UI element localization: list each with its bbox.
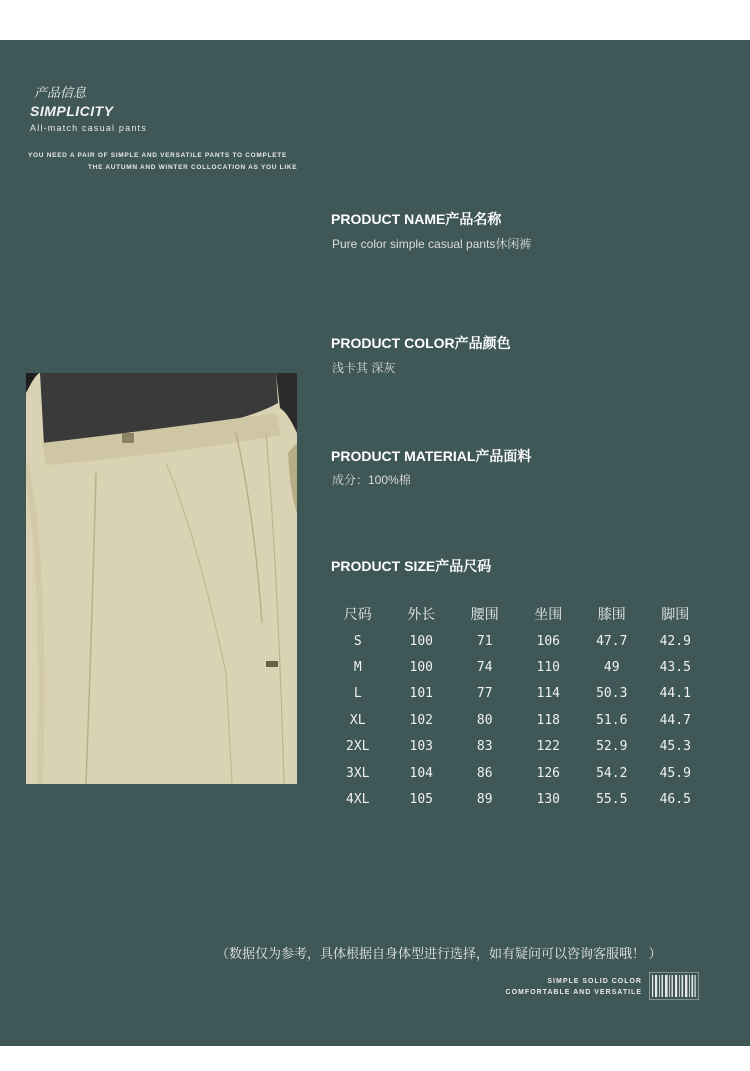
table-cell: 86 bbox=[476, 765, 493, 781]
table-cell: 89 bbox=[476, 792, 493, 808]
table-cell: 103 bbox=[409, 739, 433, 755]
table-cell: 80 bbox=[476, 712, 493, 728]
table-cell: 54.2 bbox=[596, 765, 628, 781]
table-cell: 130 bbox=[536, 792, 560, 808]
brand-subtitle: All-match casual pants bbox=[30, 123, 147, 133]
table-cell: 101 bbox=[409, 686, 433, 702]
product-photo bbox=[26, 373, 297, 784]
tag-line-2: COMFORTABLE AND VERSATILE bbox=[505, 989, 642, 996]
table-cell: 74 bbox=[476, 660, 493, 676]
table-cell: 118 bbox=[536, 712, 560, 728]
barcode-icon bbox=[649, 972, 699, 1000]
product-material-value: 成分：100%棉 bbox=[332, 473, 411, 487]
table-cell: 47.7 bbox=[596, 633, 628, 649]
size-table-header-row bbox=[326, 600, 707, 628]
table-cell: 71 bbox=[476, 633, 493, 649]
brand-cn: 产品信息 bbox=[34, 85, 87, 100]
table-cell: XL bbox=[349, 712, 366, 728]
header-cell: 脚围 bbox=[661, 607, 690, 623]
table-cell: 110 bbox=[536, 660, 560, 676]
table-cell: S bbox=[353, 633, 362, 649]
pants-illustration bbox=[26, 373, 297, 784]
table-row bbox=[326, 734, 707, 760]
product-color-value: 浅卡其 深灰 bbox=[332, 361, 396, 375]
header-cell: 坐围 bbox=[534, 607, 563, 623]
table-cell: 45.9 bbox=[659, 765, 691, 781]
slogan-line-2: THE AUTUMN AND WINTER COLLOCATION AS YOU LIKE bbox=[88, 164, 298, 171]
product-size-title: PRODUCT SIZE产品尺码 bbox=[331, 558, 492, 574]
table-cell: 2XL bbox=[346, 739, 370, 755]
table-cell: 44.7 bbox=[659, 712, 691, 728]
table-cell: 44.1 bbox=[659, 686, 691, 702]
table-cell: 43.5 bbox=[659, 660, 691, 676]
table-cell: 50.3 bbox=[596, 686, 628, 702]
table-row bbox=[326, 786, 707, 812]
table-cell: 102 bbox=[409, 712, 433, 728]
table-cell: 46.5 bbox=[659, 792, 691, 808]
table-cell: 114 bbox=[536, 686, 560, 702]
product-material-title: PRODUCT MATERIAL产品面料 bbox=[331, 448, 532, 464]
table-cell: 100 bbox=[409, 660, 433, 676]
slogan-line-1: YOU NEED A PAIR OF SIMPLE AND VERSATILE PANTS TO COMPLETE bbox=[28, 152, 287, 159]
product-name-value: Pure color simple casual pants休闲裤 bbox=[332, 237, 532, 251]
table-cell: 51.6 bbox=[596, 712, 628, 728]
table-cell: 126 bbox=[536, 765, 560, 781]
brand-en: SIMPLICITY bbox=[30, 103, 114, 119]
header-cell: 外长 bbox=[407, 607, 436, 623]
table-row bbox=[326, 681, 707, 707]
table-cell: 55.5 bbox=[596, 792, 628, 808]
header-cell: 尺码 bbox=[343, 607, 372, 623]
table-cell: 104 bbox=[409, 765, 433, 781]
table-cell: 49 bbox=[603, 660, 620, 676]
size-table bbox=[326, 600, 707, 813]
table-cell: L bbox=[353, 686, 362, 702]
header-cell: 膝围 bbox=[597, 607, 626, 623]
product-color-title: PRODUCT COLOR产品颜色 bbox=[331, 335, 511, 351]
table-cell: 4XL bbox=[346, 792, 370, 808]
table-cell: 106 bbox=[536, 633, 560, 649]
size-disclaimer: （数据仅为参考，具体根据自身体型进行选择，如有疑问可以咨询客服哦！ ） bbox=[216, 946, 662, 961]
table-cell: 100 bbox=[409, 633, 433, 649]
table-row bbox=[326, 654, 707, 680]
table-cell: 122 bbox=[536, 739, 560, 755]
table-row bbox=[326, 628, 707, 654]
product-info-panel bbox=[0, 40, 750, 1046]
product-name-title: PRODUCT NAME产品名称 bbox=[331, 211, 502, 227]
table-cell: M bbox=[353, 660, 362, 676]
tag-line-1: SIMPLE SOLID COLOR bbox=[547, 978, 642, 985]
table-cell: 52.9 bbox=[596, 739, 628, 755]
table-cell: 45.3 bbox=[659, 739, 691, 755]
table-cell: 3XL bbox=[346, 765, 370, 781]
table-row bbox=[326, 707, 707, 733]
table-cell: 83 bbox=[476, 739, 493, 755]
table-row bbox=[326, 760, 707, 786]
table-cell: 105 bbox=[409, 792, 433, 808]
header-cell: 腰围 bbox=[470, 607, 499, 623]
table-cell: 77 bbox=[476, 686, 493, 702]
table-cell: 42.9 bbox=[659, 633, 691, 649]
